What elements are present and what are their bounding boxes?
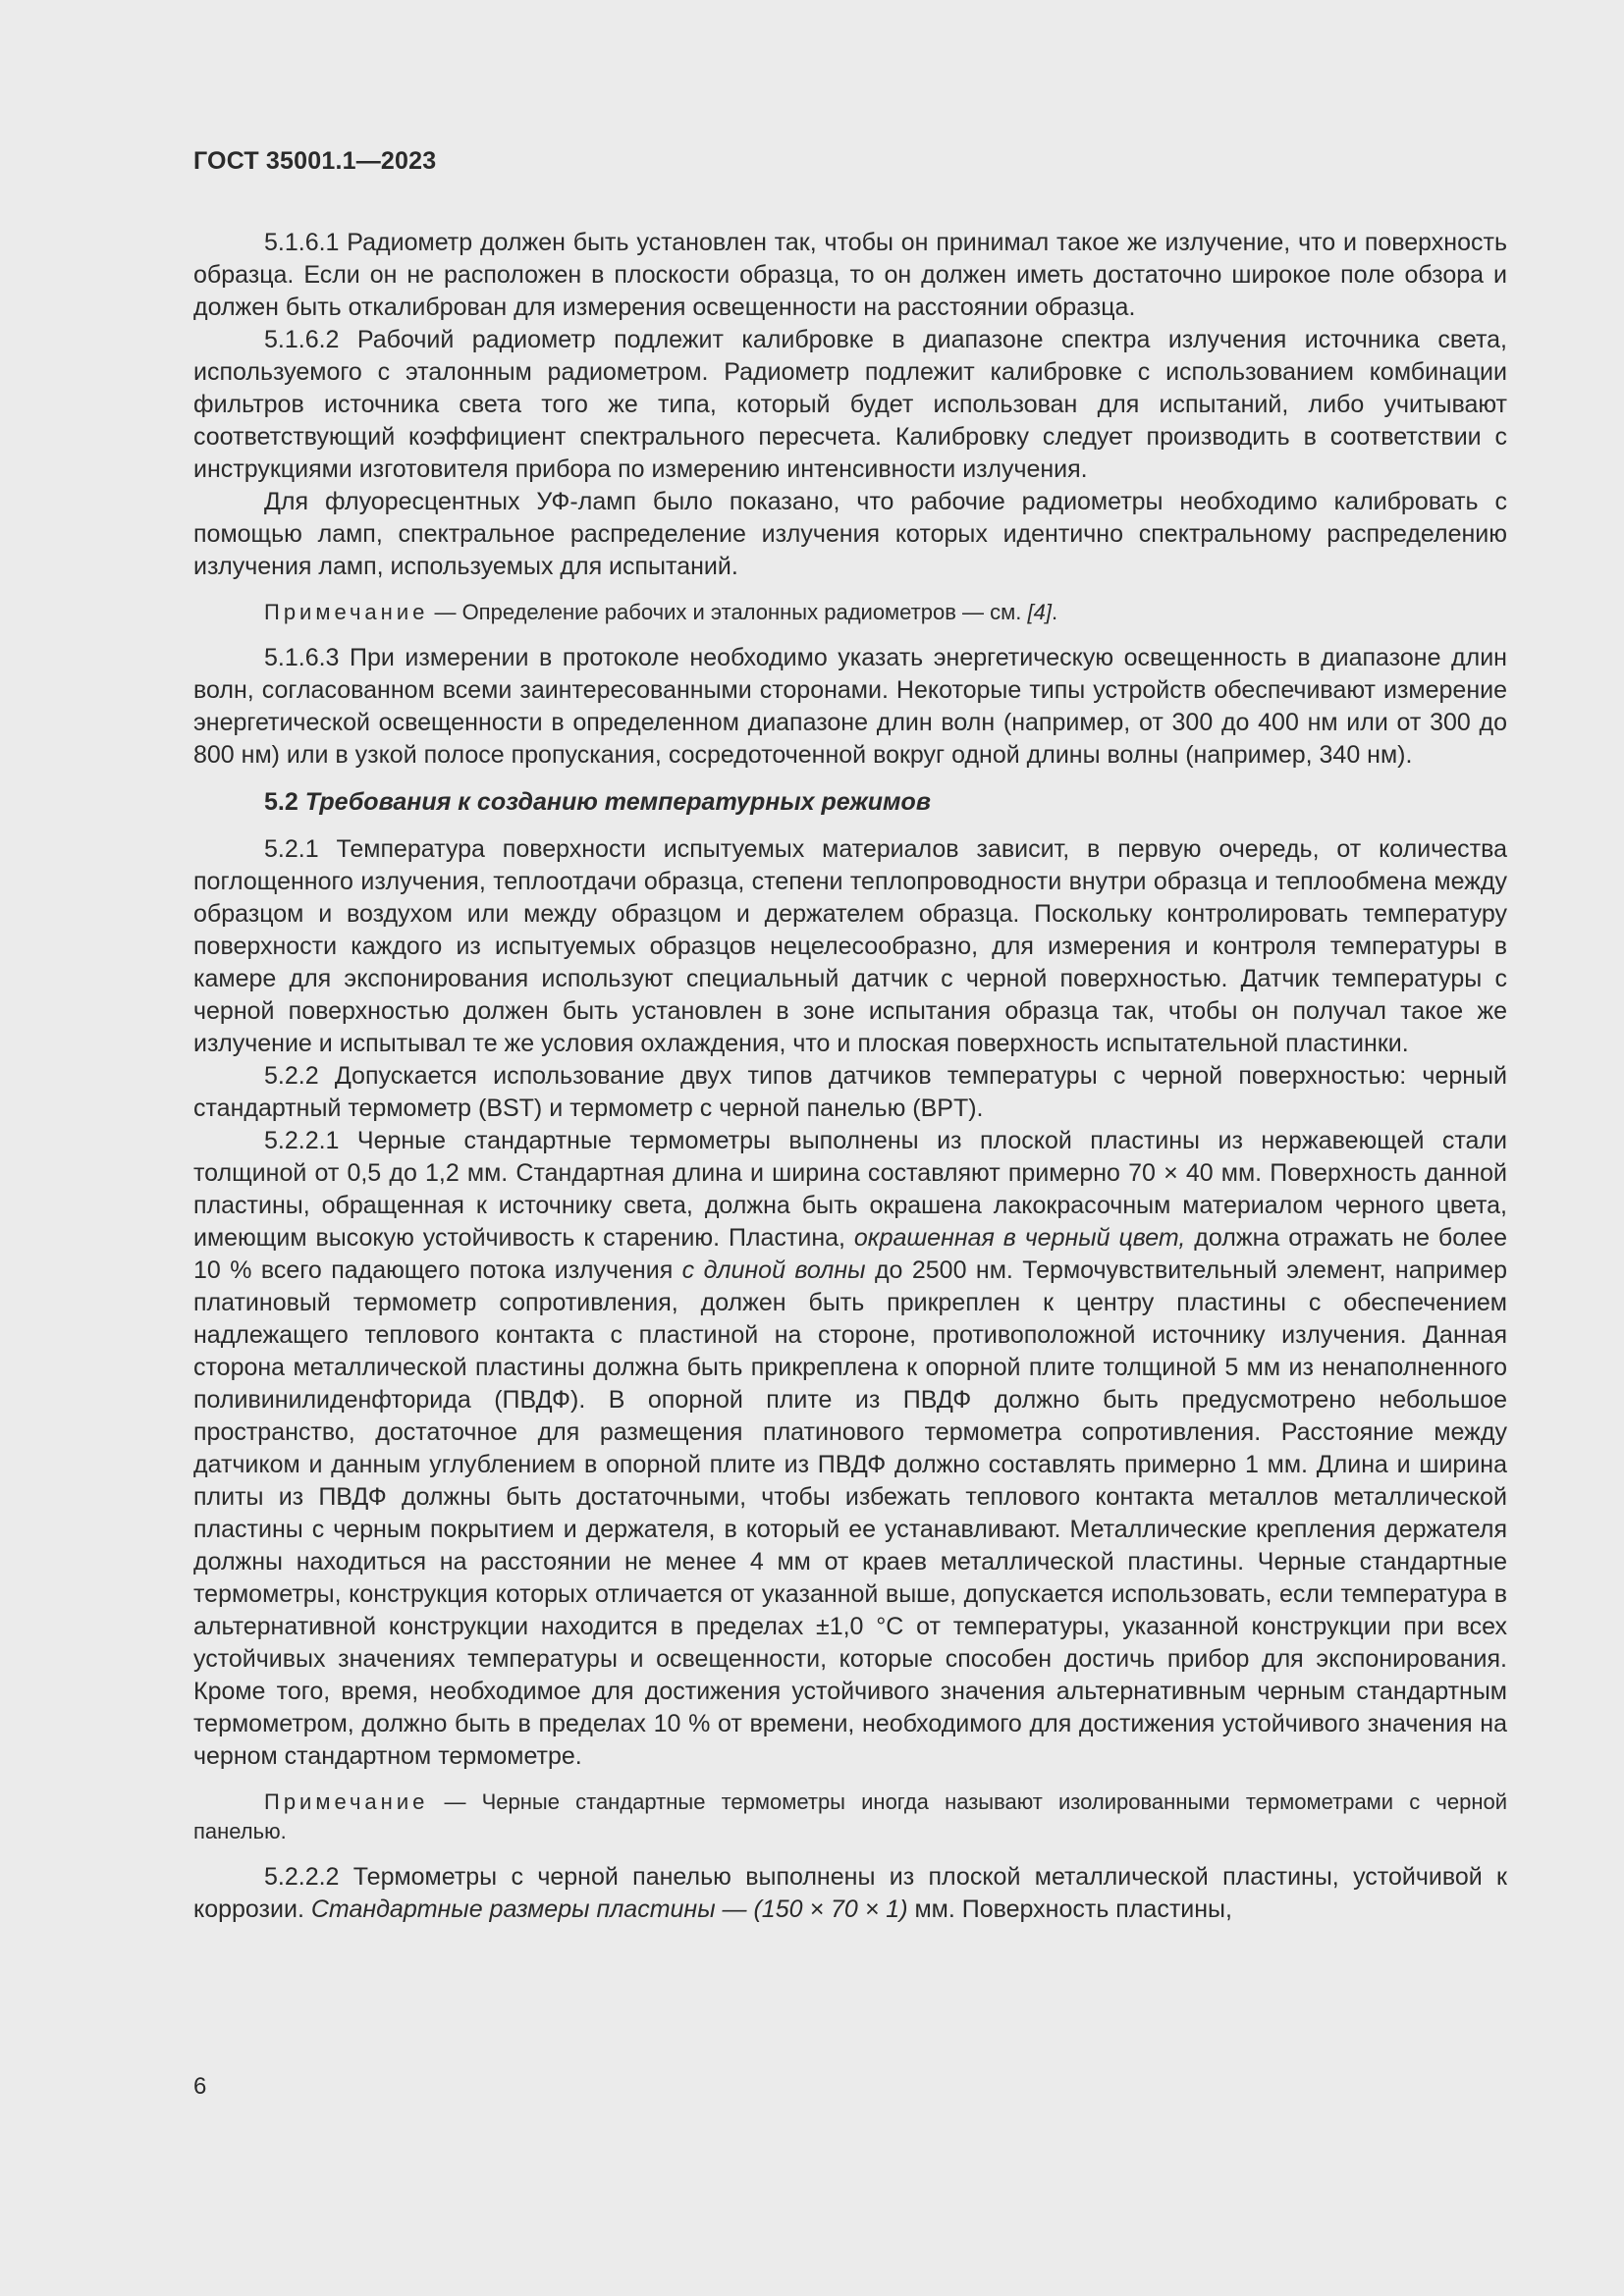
text-run: до 2500 нм. Термочувствительный элемент, например платиновый термометр сопротивления, должен быть прикреплен к центру пластины с обеспечением надлежащего теплового контакта с пластиной на стороне, противоположной источнику излучения. Данная сторона металлической пластины должна быть прикреплена к опорной плите толщиной 5 мм из ненаполненного поливинилиденфторида (ПВДФ). В опорной плите из ПВДФ должно быть предусмотрено небольшое пространство, достаточное для размещения платинового термометра сопротивления. Расстояние между датчиком и данным углублением в опорной плите из ПВДФ должно составлять примерно 1 мм. Длина и ширина плиты из ПВДФ должны быть достаточными, чтобы избежать теплового контакта металлов металлической пластины с черным покрытием и держателя, в который ее устанавливают. Металлические крепления держателя должны находиться на расстоянии не менее 4 мм от краев металлической пластины. Черные стандартные термометры, конструкция которых отличается от указанной выше, допускается использовать, если температура в альтернативной конструкции находится в пределах ±1,0 °С от температуры, указанной конструкции при всех устойчивых значениях температуры и освещенности, которые способен достичь прибор для экспонирования. Кроме того, время, необходимое для достижения устойчивого значения альтернативным черным стандартным термометром, должно быть в пределах 10 % от времени, необходимого для достижения устойчивого значения на черном стандартном термометре. xyxy=(193,1256,1508,1770)
document-header: ГОСТ 35001.1—2023 xyxy=(193,147,437,175)
text-run: мм. Поверхность пластины, xyxy=(907,1896,1232,1923)
paragraph-5-1-6-3: 5.1.6.3 При измерении в протоколе необходимо указать энергетическую освещенность в диапазоне длин волн, согласованном всеми заинтересованными сторонами. Некоторые типы устройств обеспечивают измерение энергетической освещенности в определенном диапазоне длин волн (например, от 300 до 400 нм или от 300 до 800 нм) или в узкой полосе пропускания, сосредоточенной вокруг одной длины волны (например, 340 нм). xyxy=(193,644,1507,769)
section-title: Требования к созданию температурных режимов xyxy=(304,788,931,816)
paragraph-5-2-2-2 xyxy=(193,1861,1507,1926)
paragraph-5-1-6-2: 5.1.6.2 Рабочий радиометр подлежит калибровке в диапазоне спектра излучения источника света, используемого с эталонным радиометром. Радиометр подлежит калибровке с использованием комбинации фильтров источника света того же типа, который будет использован для испытаний, либо учитывают соответствующий коэффициент спектрального пересчета. Калибровку следует производить в соответствии с инструкциями изготовителя прибора по измерению интенсивности излучения. xyxy=(193,326,1507,483)
note-end: . xyxy=(1051,600,1058,624)
italic-run: с длиной волны xyxy=(681,1256,866,1284)
note-text: — Определение рабочих и эталонных радиометров — см. xyxy=(428,600,1028,624)
italic-run: Стандартные размеры пластины — (150 × 70 × 1) xyxy=(310,1896,908,1923)
italic-run: окрашенная в черный цвет, xyxy=(853,1224,1186,1252)
paragraph-5-1-6-1: 5.1.6.1 Радиометр должен быть установлен так, чтобы он принимал такое же излучение, что и поверхность образца. Если он не расположен в плоскости образца, то он должен иметь достаточно широкое поле обзора и должен быть откалиброван для измерения освещенности на расстоянии образца. xyxy=(193,229,1507,321)
paragraph-fluorescent-lamps: Для флуоресцентных УФ-ламп было показано, что рабочие радиометры необходимо калибровать с помощью ламп, спектральное распределение излучения которых идентично спектральному распределению излучения ламп, используемых для испытаний. xyxy=(193,488,1507,580)
note-reference: [4] xyxy=(1027,600,1052,624)
page-number: 6 xyxy=(193,2073,207,2100)
section-number: 5.2 xyxy=(264,788,305,816)
note-radiometers xyxy=(193,598,1507,627)
note-label: Примечание xyxy=(264,1789,429,1814)
section-heading-5-2 xyxy=(193,786,1507,819)
text-run: 5.2.2.1 Черные стандартные термометры выполнены из плоской пластины из нержавеющей стали толщиной от 0,5 до 1,2 мм. Стандартная длина и ширина составляют примерно 70 × 40 мм. Поверхность данной пластины, обращенная к источнику света, должна быть окрашена лакокрасочным материалом черного цвета, имеющим высокую устойчивость к старению. Пластина, xyxy=(193,1127,1507,1252)
note-text: — Черные стандартные термометры иногда называют изолированными термометрами с черной панелью. xyxy=(193,1789,1507,1843)
paragraph-5-2-2: 5.2.2 Допускается использование двух типов датчиков температуры с черной поверхностью: черный стандартный термометр (BST) и термометр с черной панелью (BPT). xyxy=(193,1062,1507,1122)
text-run: 5.2.2.2 Термометры с черной панелью выполнены из плоской металлической пластины, устойчивой к коррозии. xyxy=(193,1863,1507,1923)
text-run: должна отражать не более 10 % всего падающего потока излучения xyxy=(193,1224,1507,1284)
note-label: Примечание xyxy=(264,600,429,624)
note-black-standard-thermometers xyxy=(193,1788,1507,1846)
document-body xyxy=(193,227,1507,1926)
paragraph-5-2-2-1 xyxy=(193,1125,1507,1773)
paragraph-5-2-1: 5.2.1 Температура поверхности испытуемых материалов зависит, в первую очередь, от количества поглощенного излучения, теплоотдачи образца, степени теплопроводности внутри образца и теплообмена между образцом и воздухом или между образцом и держателем образца. Поскольку контролировать температуру поверхности каждого из испытуемых образцов нецелесообразно, для измерения и контроля температуры в камере для экспонирования используют специальный датчик с черной поверхностью. Датчик температуры с черной поверхностью должен быть установлен в зоне испытания образца так, чтобы он получал такое же излучение и испытывал те же условия охлаждения, что и плоская поверхность испытательной пластинки. xyxy=(193,835,1507,1057)
